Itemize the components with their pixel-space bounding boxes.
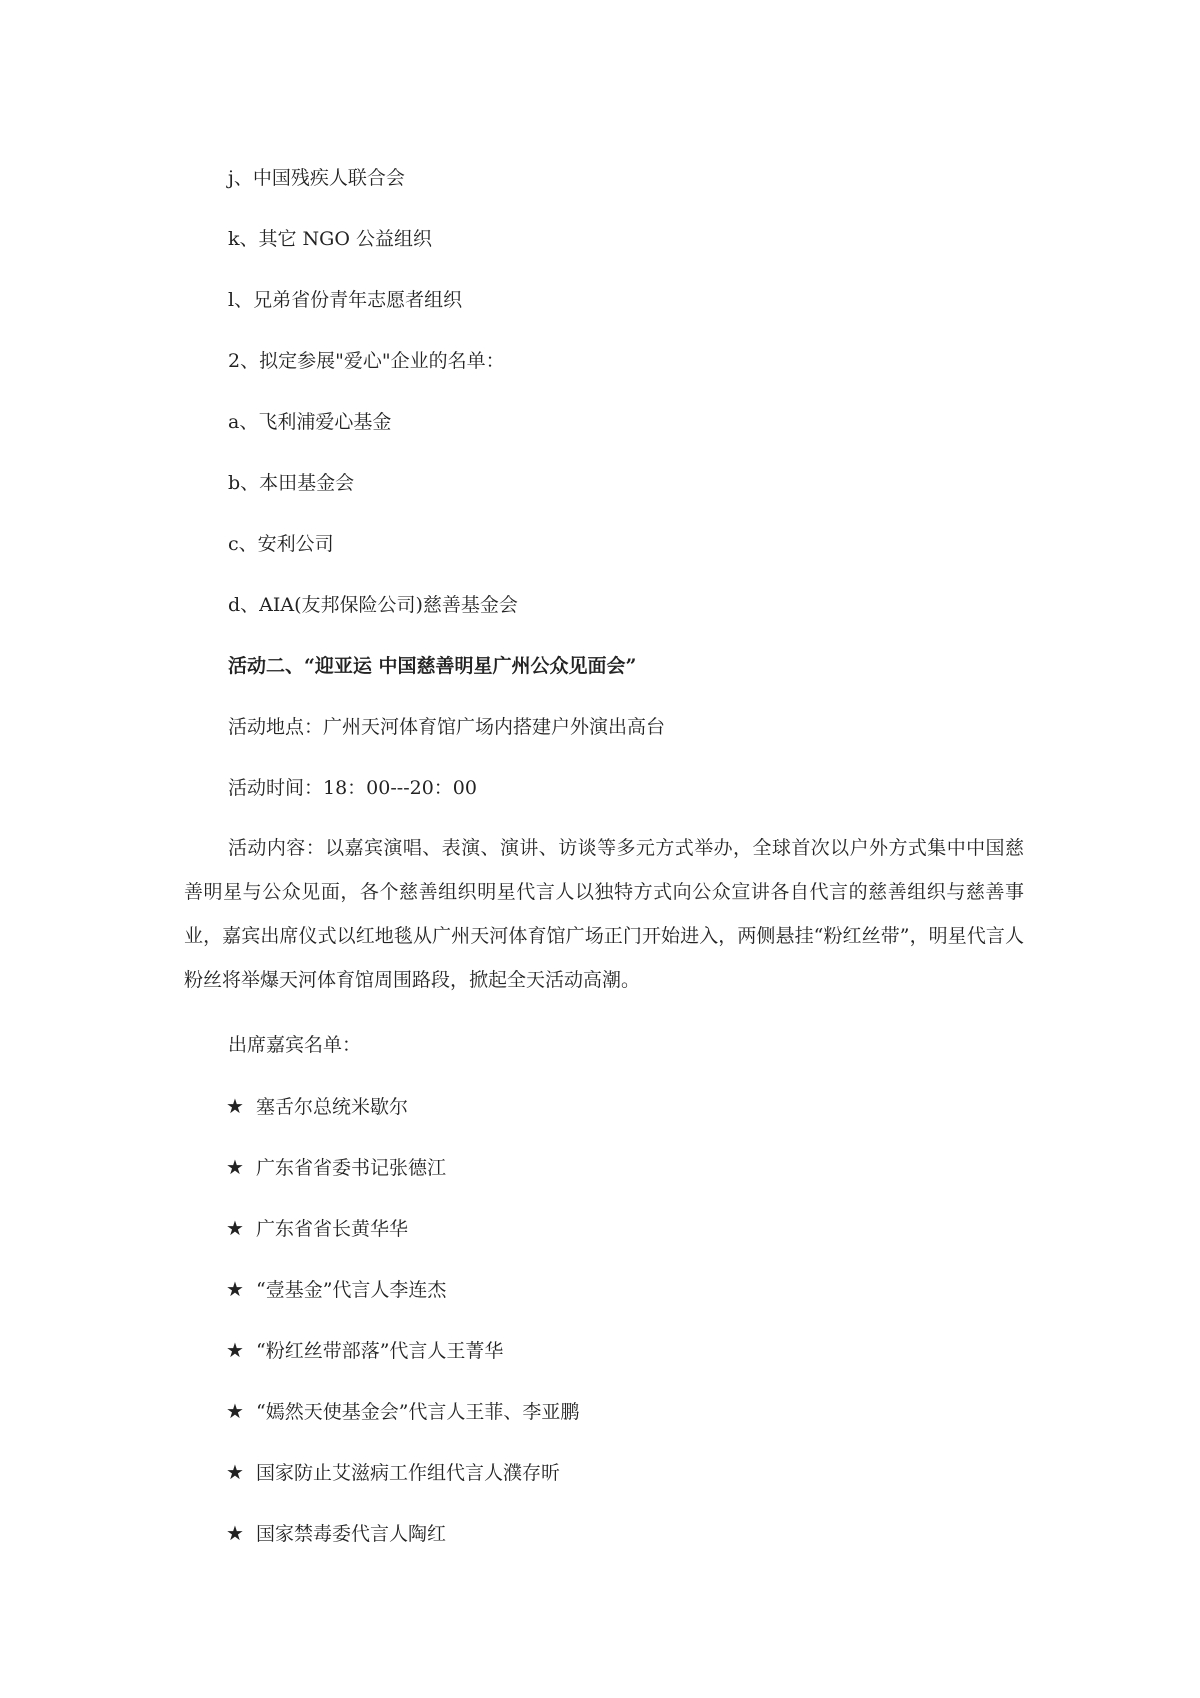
list-item: a、飞利浦爱心基金 — [228, 411, 392, 433]
list-item: c、安利公司 — [228, 533, 334, 555]
star-icon: ★ — [226, 1216, 244, 1240]
guest-item — [226, 1337, 503, 1364]
guest-name: 国家防止艾滋病工作组代言人濮存昕 — [256, 1462, 561, 1484]
activity-title: 活动二、“迎亚运 中国慈善明星广州公众见面会” — [228, 655, 637, 677]
activity-time: 活动时间：18：00---20：00 — [228, 777, 477, 799]
star-icon: ★ — [226, 1460, 244, 1484]
guest-name: 广东省省长黄华华 — [256, 1218, 409, 1240]
list-item: l、兄弟省份青年志愿者组织 — [228, 289, 463, 311]
guest-name: 广东省省委书记张德江 — [256, 1157, 447, 1179]
activity-location: 活动地点：广州天河体育馆广场内搭建户外演出高台 — [228, 716, 666, 738]
list-heading: 2、拟定参展"爱心"企业的名单： — [228, 350, 505, 372]
guest-item — [226, 1276, 446, 1303]
list-item: b、本田基金会 — [228, 472, 355, 494]
guest-item — [226, 1520, 446, 1547]
star-icon: ★ — [226, 1399, 244, 1423]
guest-item — [226, 1154, 446, 1181]
star-icon: ★ — [226, 1277, 244, 1301]
list-item: k、其它 NGO 公益组织 — [228, 228, 432, 250]
star-icon: ★ — [226, 1155, 244, 1179]
guest-name: “嫣然天使基金会”代言人王菲、李亚鹏 — [256, 1401, 580, 1423]
guest-name: “粉红丝带部落”代言人王菁华 — [256, 1340, 504, 1362]
star-icon: ★ — [226, 1338, 244, 1362]
guest-item — [226, 1093, 408, 1120]
guest-item — [226, 1398, 579, 1425]
list-item: j、中国残疾人联合会 — [228, 167, 405, 189]
guest-item — [226, 1459, 560, 1486]
activity-content: 活动内容：以嘉宾演唱、表演、演讲、访谈等多元方式举办，全球首次以户外方式集中中国慈善明星与公众见面，各个慈善组织明星代言人以独特方式向公众宣讲各自代言的慈善组织与慈善事业，嘉宾出席仪式以红地毯从广州天河体育馆广场正门开始进入，两侧悬挂“粉红丝带”，明星代言人粉丝将举爆天河体育馆周围路段，掀起全天活动高潮。 — [184, 837, 1024, 991]
star-icon: ★ — [226, 1094, 244, 1118]
star-icon: ★ — [226, 1521, 244, 1545]
guest-item — [226, 1215, 408, 1242]
guest-name: “壹基金”代言人李连杰 — [256, 1279, 447, 1301]
guest-name: 国家禁毒委代言人陶红 — [256, 1523, 447, 1545]
list-item: d、AIA(友邦保险公司)慈善基金会 — [228, 594, 518, 616]
guest-list-heading: 出席嘉宾名单： — [228, 1034, 362, 1056]
guest-name: 塞舌尔总统米歇尔 — [256, 1096, 409, 1118]
